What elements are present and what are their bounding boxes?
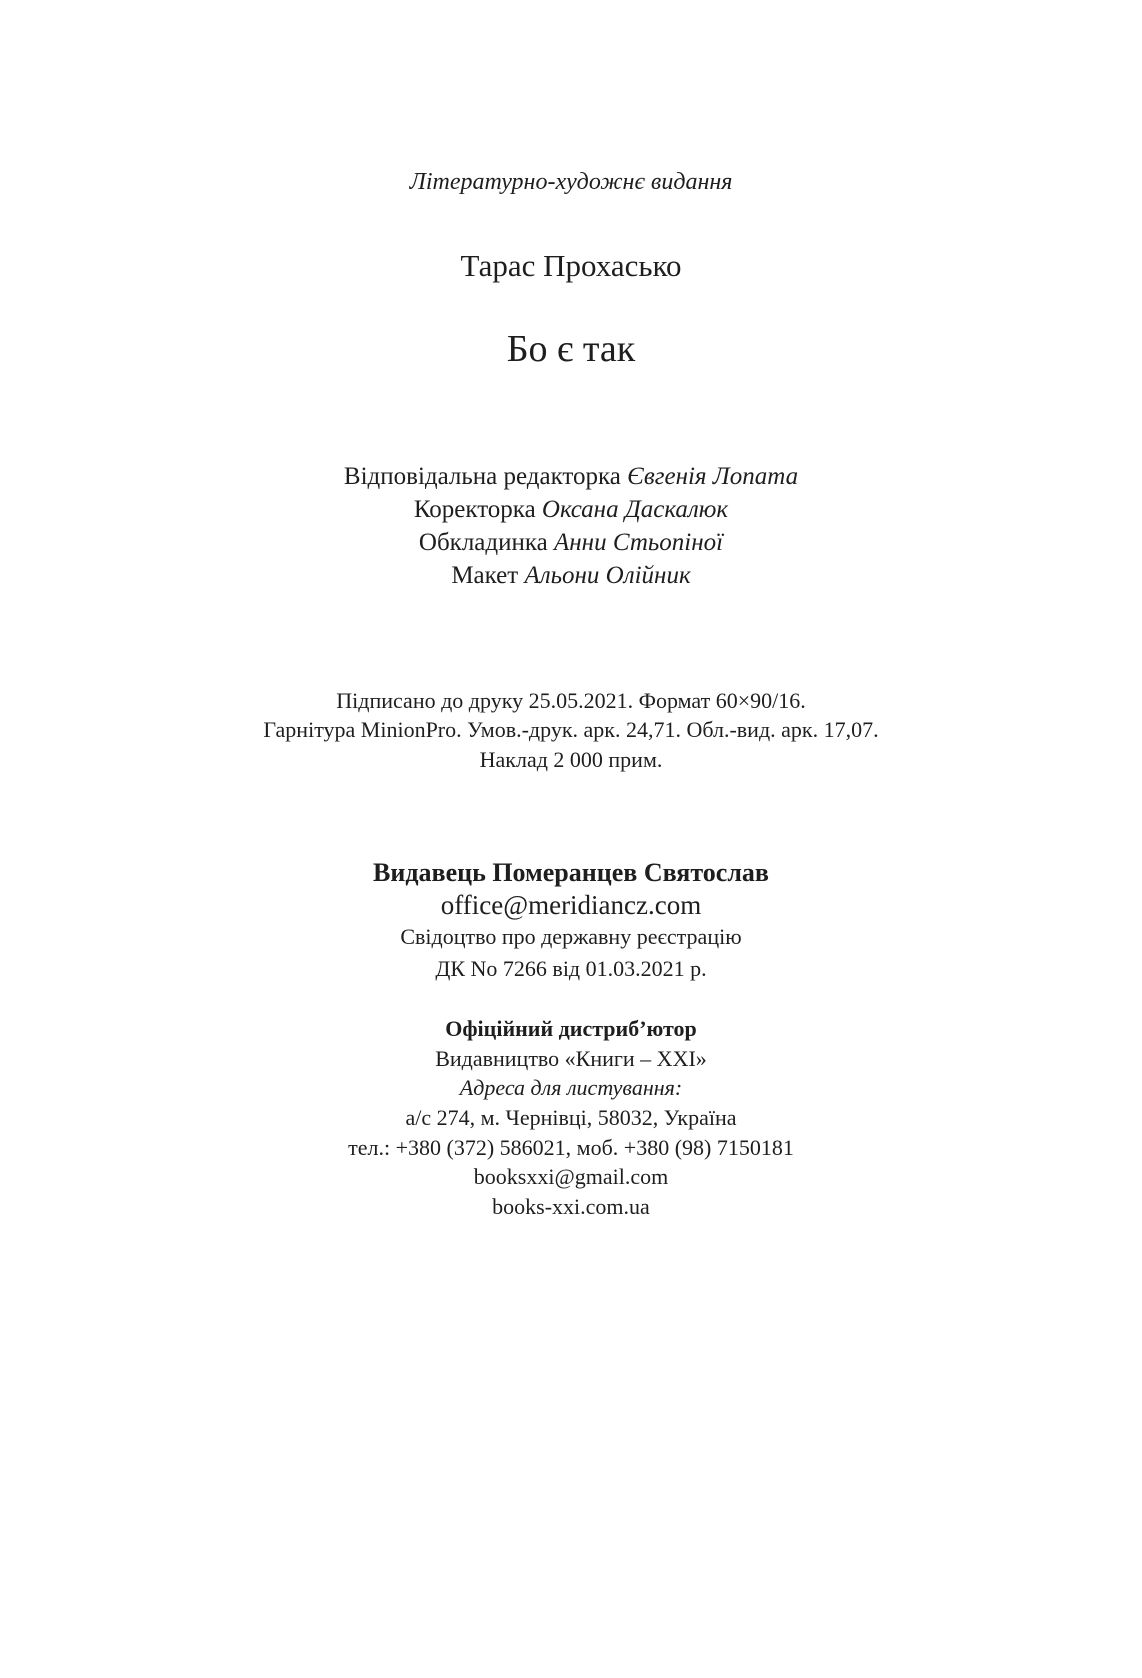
credit-editor-name: Євгенія Лопата: [627, 463, 799, 490]
credit-proofreader: [0, 497, 1142, 522]
credit-layout-role: Макет: [451, 562, 519, 589]
distributor-email: booksxxi@gmail.com: [473, 1164, 669, 1189]
credit-cover-role: Обкладинка: [418, 529, 548, 556]
print-info-line: Гарнітура MinionPro. Умов.-друк. арк. 24,71. Обл.-вид. арк. 17,07.: [263, 717, 879, 742]
distributor-website: books-xxi.com.ua: [492, 1194, 650, 1219]
credit-layout: [0, 563, 1142, 588]
distributor-address-label: Адреса для листування:: [459, 1075, 683, 1100]
distributor-name: Видавництво «Книги – XXI»: [435, 1046, 707, 1071]
credit-cover-name: Анни Стьопіної: [554, 529, 724, 556]
distributor-heading: Офіційний дистриб’ютор: [445, 1016, 697, 1041]
publisher-registration: ДК No 7266 від 01.03.2021 р.: [435, 956, 707, 981]
distributor-phones: тел.: +380 (372) 586021, моб. +380 (98) 7150181: [348, 1135, 794, 1160]
edition-type: Літературно-художнє видання: [409, 169, 733, 195]
publisher-email: office@meridiancz.com: [440, 890, 702, 920]
print-info-line: Наклад 2 000 прим.: [479, 747, 663, 772]
credit-proofreader-name: Оксана Даскалюк: [541, 496, 729, 523]
publisher-registration: Свідоцтво про державну реєстрацію: [400, 924, 742, 949]
author-name: Тарас Прохасько: [460, 248, 682, 283]
credit-proofreader-role: Коректорка: [413, 496, 536, 523]
publisher-name: Видавець Померанцев Святослав: [373, 858, 769, 887]
distributor-address: а/с 274, м. Чернівці, 58032, Україна: [405, 1105, 737, 1130]
book-title: Бо є так: [506, 328, 636, 370]
credit-editor-role: Відповідальна редакторка: [343, 463, 621, 490]
credit-editor: [0, 464, 1142, 489]
print-info-line: Підписано до друку 25.05.2021. Формат 60×90/16.: [336, 688, 806, 713]
credit-cover: [0, 530, 1142, 555]
credit-layout-name: Альони Олійник: [524, 562, 691, 589]
